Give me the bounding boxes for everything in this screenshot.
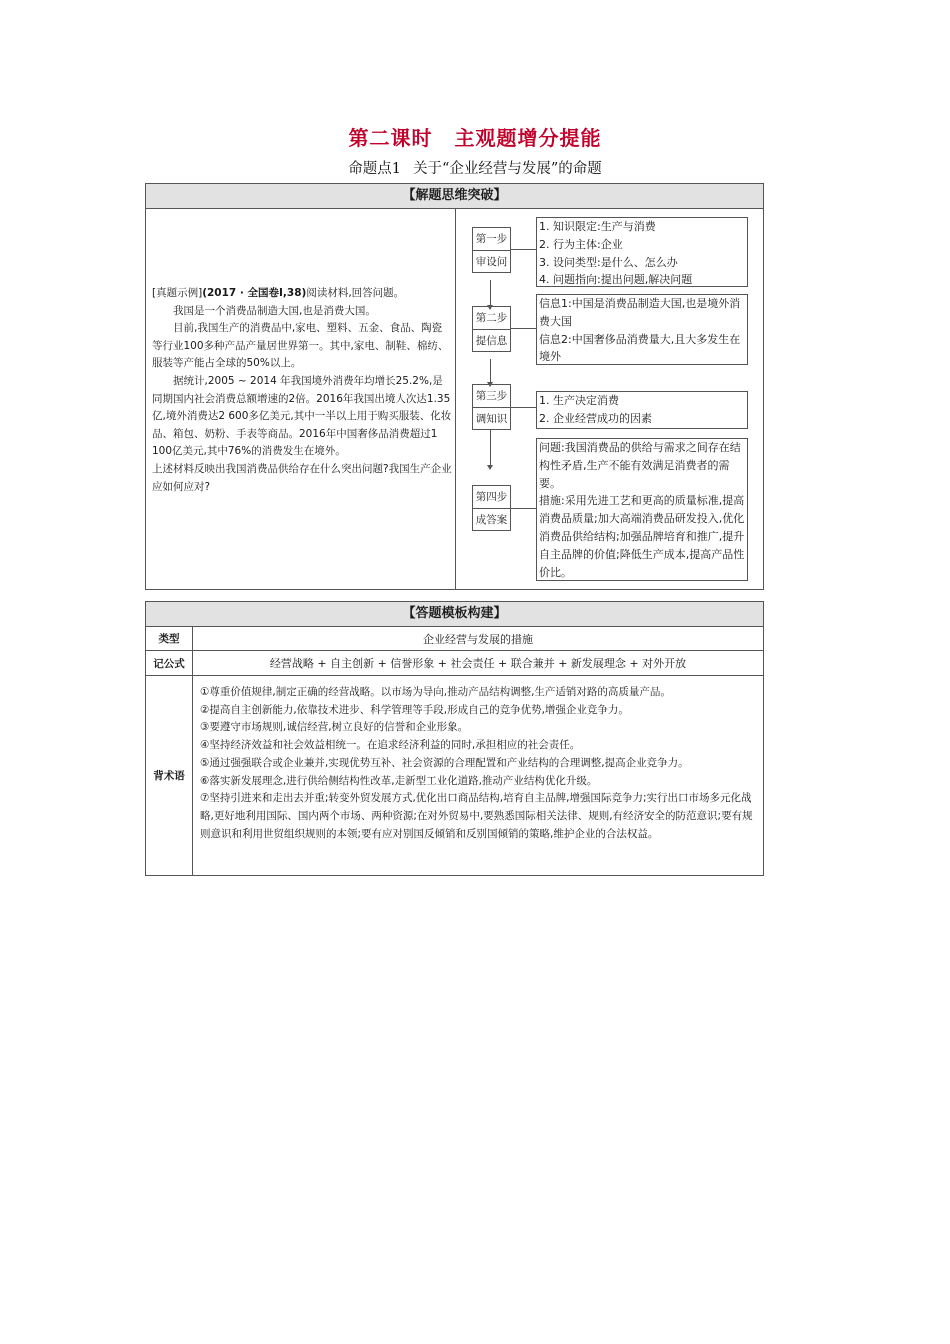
example-tag: [真题示例] <box>152 287 203 299</box>
list-item: ⑥落实新发展理念,进行供给侧结构性改革,走新型工业化道路,推动产业结构优化升级。 <box>200 774 598 787</box>
example-source: (2017 · 全国卷Ⅰ,38) <box>202 287 307 299</box>
row-value: 企业经营与发展的措施 <box>423 632 533 646</box>
step-1-info <box>536 217 748 287</box>
step-2-box <box>472 306 511 352</box>
info-line: 4. 问题指向:提出问题,解决问题 <box>539 273 693 287</box>
row-label: 类型 <box>146 627 193 650</box>
step-4-label: 第四步 <box>473 486 510 509</box>
connector-line <box>511 508 536 509</box>
info-line: 问题:我国消费品的供给与需求之间存在结构性矛盾,生产不能有效满足消费者的需要。 <box>539 441 741 490</box>
step-2-label: 第二步 <box>473 307 510 330</box>
row-label: 记公式 <box>146 651 193 675</box>
list-item: ①尊重价值规律,制定正确的经营战略。以市场为导向,推动产品结构调整,生产适销对路的高质量产品。 <box>200 686 671 698</box>
example-paragraph: 据统计,2005 ~ 2014 年我国境外消费年均增长25.2%,是同期国内社会消费总额增速的2倍。2016年我国出境人次达1.35亿,境外消费达2 600多亿美元,其中一半以上用于购买服装、化妆品、箱包、奶粉、手表等商品。2016年中国奢侈品消费超过1 100亿美元,其中76%的消费发生在境外。 <box>152 374 452 458</box>
list-item: ⑦坚持引进来和走出去并重;转变外贸发展方式,优化出口商品结构,培育自主品牌,增强国际竞争力;实行出口市场多元化战略,更好地利用国际、国内两个市场、两种资源;在对外贸易中,要熟悉国际相关法律、规则,有经济安全的防范意识;要有规则意识和利用世贸组织规则的本领;要有应对别国反倾销和反别国倾销的策略,维护企业的合法权益。 <box>200 792 753 840</box>
page-title <box>0 122 950 151</box>
info-line: 2. 行为主体:企业 <box>539 237 623 251</box>
step-1-name: 审设问 <box>475 256 508 268</box>
step-2-info <box>536 294 748 365</box>
thinking-panel-heading: 【解题思维突破】 <box>146 184 763 209</box>
list-item: ⑤通过强强联合或企业兼并,实现优势互补、社会资源的合理配置和产业结构的合理调整,提高企业竞争力。 <box>200 756 689 769</box>
step-1-label: 第一步 <box>473 228 510 251</box>
title-topic: 主观题增分提能 <box>454 126 602 150</box>
step-4-name: 成答案 <box>475 514 508 526</box>
list-item: ③要遵守市场规则,诚信经营,树立良好的信誉和企业形象。 <box>200 721 469 734</box>
example-paragraph: 目前,我国生产的消费品中,家电、塑料、五金、食品、陶瓷等行业100多种产品产量居世界第一。其中,家电、制鞋、棉纺、服装等产能占全球的50%以上。 <box>152 322 449 370</box>
row-value: 经营战略 + 自主创新 + 信誉形象 + 社会责任 + 联合兼并 + 新发展理念 + 对外开放 <box>269 657 687 670</box>
subtitle-point: 命题点1 <box>348 161 401 177</box>
step-3-label: 第三步 <box>473 385 510 408</box>
template-panel <box>145 601 764 876</box>
step-3-name: 调知识 <box>475 413 508 425</box>
list-item: ②提高自主创新能力,依靠技术进步、科学管理等手段,形成自己的竞争优势,增强企业竞争力。 <box>200 703 629 716</box>
connector-line <box>511 328 536 329</box>
example-lead <box>152 285 452 303</box>
connector-line <box>511 249 536 250</box>
table-row <box>146 627 763 651</box>
template-panel-heading: 【答题模板构建】 <box>146 602 763 627</box>
terms-list <box>200 684 757 843</box>
row-label: 背术语 <box>146 676 193 875</box>
down-arrow-icon <box>490 430 491 466</box>
connector-line <box>511 407 536 408</box>
down-arrow-icon <box>490 280 491 306</box>
step-1-box <box>472 227 511 273</box>
subtitle-topic: 关于“企业经营与发展”的命题 <box>412 161 602 177</box>
panel-divider <box>455 208 456 589</box>
example-questions: 上述材料反映出我国消费品供给存在什么突出问题?我国生产企业应如何应对? <box>152 462 452 493</box>
info-line: 2. 企业经营成功的因素 <box>539 411 652 425</box>
example-instruction: 阅读材料,回答问题。 <box>306 287 405 299</box>
table-row <box>146 651 763 676</box>
info-line: 1. 知识限定:生产与消费 <box>539 220 656 233</box>
example-question <box>152 285 452 496</box>
table-row <box>146 676 763 875</box>
info-line: 措施:采用先进工艺和更高的质量标准,提高消费品质量;加大高端消费品研发投入,优化消费品供给结构;加强品牌培育和推广,提升自主品牌的价值;降低生产成本,提高产品性价比。 <box>539 494 745 579</box>
page-subtitle <box>0 157 950 178</box>
step-4-info <box>536 438 748 581</box>
info-line: 1. 生产决定消费 <box>539 394 619 407</box>
step-4-box <box>472 485 511 531</box>
step-2-name: 提信息 <box>475 335 508 347</box>
step-3-info <box>536 391 748 429</box>
info-line: 3. 设问类型:是什么、怎么办 <box>539 255 678 269</box>
example-paragraph: 我国是一个消费品制造大国,也是消费大国。 <box>173 304 376 317</box>
list-item: ④坚持经济效益和社会效益相统一。在追求经济利益的同时,承担相应的社会责任。 <box>200 739 581 752</box>
down-arrow-icon <box>490 359 491 383</box>
step-3-box <box>472 384 511 430</box>
title-lesson: 第二课时 <box>348 126 433 150</box>
thinking-panel <box>145 183 764 590</box>
info-line: 信息2:中国奢侈品消费量大,且大多发生在境外 <box>539 332 741 364</box>
info-line: 信息1:中国是消费品制造大国,也是境外消费大国 <box>539 297 741 328</box>
